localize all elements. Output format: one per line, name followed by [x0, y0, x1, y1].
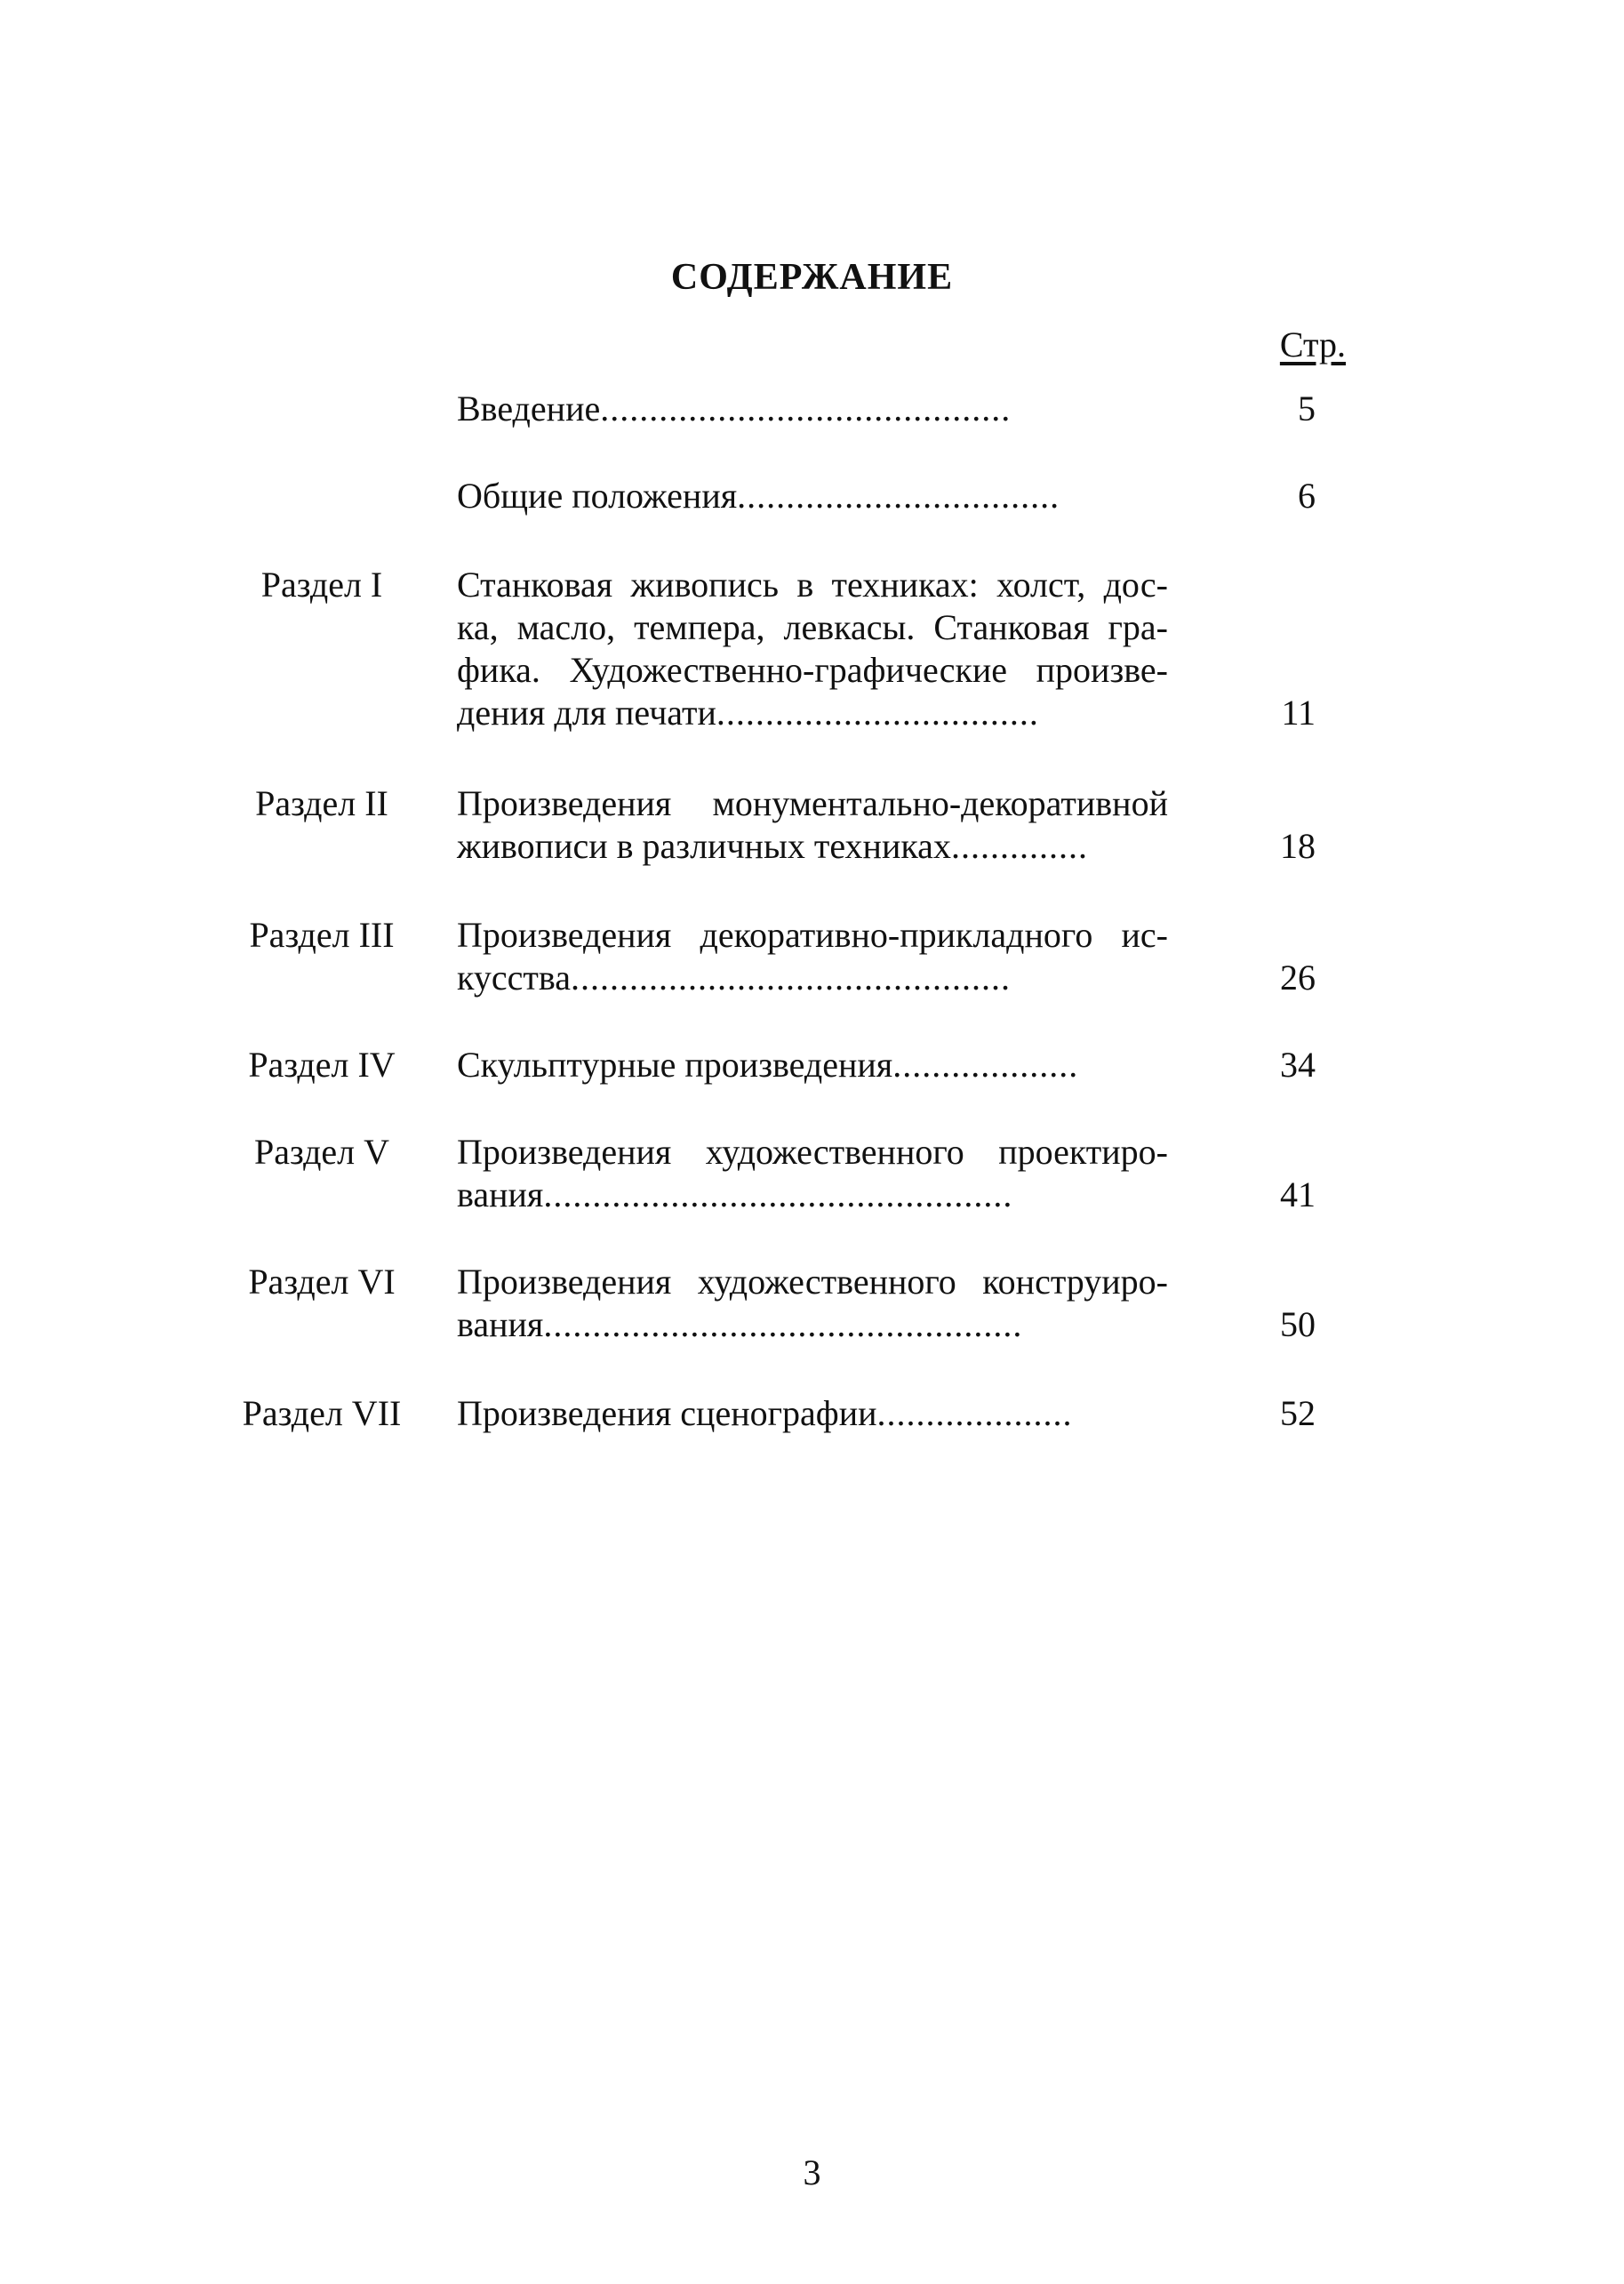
toc-entry-text	[457, 1131, 1168, 1216]
section-label: Раздел III	[249, 915, 395, 955]
toc-page-number: 34	[1280, 1045, 1316, 1085]
page-number-footer: 3	[803, 2152, 821, 2192]
toc-entry-line: Произведения монументально-декоративной	[457, 783, 1168, 823]
toc-page-number: 50	[1280, 1304, 1316, 1344]
toc-entry-text	[457, 475, 1168, 517]
section-label: Раздел II	[255, 783, 388, 823]
dot-leader: .............................................	[570, 958, 1011, 998]
toc-entry-line: фика. Художественно-графические произве-	[457, 650, 1168, 690]
toc-entry-line: вания	[457, 1304, 544, 1344]
toc-entry-title: Произведения сценографии	[457, 1393, 877, 1433]
toc-entry-line: Станковая живопись в техниках: холст, дос-	[457, 565, 1168, 605]
toc-page-number: 6	[1298, 476, 1316, 516]
toc-entry-text	[457, 388, 1168, 430]
toc-entry-line: кусства	[457, 958, 571, 998]
toc-entry-line: Произведения художественного конструиро-	[457, 1262, 1168, 1302]
section-label: Раздел IV	[248, 1045, 396, 1085]
toc-page-number: 52	[1280, 1393, 1316, 1433]
toc-entry-text	[457, 1261, 1168, 1346]
toc-entry-text	[457, 1044, 1168, 1086]
dot-leader: .................................................	[543, 1304, 1023, 1344]
section-label: Раздел VII	[242, 1393, 402, 1433]
dot-leader: ..............	[950, 826, 1088, 866]
dot-leader: ..........................................	[600, 389, 1012, 429]
toc-entry-title: Общие положения	[457, 476, 738, 516]
toc-entry-text	[457, 1392, 1168, 1435]
toc-entry-line: живописи в различных техниках	[457, 826, 951, 866]
toc-page-number: 11	[1281, 693, 1316, 733]
toc-entry-line: дения для печати	[457, 693, 716, 733]
toc-entry-line: Произведения декоративно-прикладного ис-	[457, 915, 1168, 955]
toc-entry-text	[457, 782, 1168, 868]
toc-entry-line: Произведения художественного проектиро-	[457, 1132, 1168, 1172]
toc-entry-text	[457, 914, 1168, 999]
toc-page-number: 5	[1298, 389, 1316, 429]
section-label: Раздел VI	[248, 1262, 396, 1302]
dot-leader: ...................	[892, 1045, 1079, 1085]
toc-page-number: 18	[1280, 826, 1316, 866]
page-column-header: Стр.	[1279, 325, 1346, 365]
toc-entry-title: Скульптурные произведения	[457, 1045, 893, 1085]
toc-entry-line: вания	[457, 1174, 544, 1214]
dot-leader: .................................	[716, 693, 1039, 733]
toc-entry-text	[457, 564, 1168, 734]
section-label: Раздел I	[260, 565, 383, 605]
page-title: СОДЕРЖАНИЕ	[670, 257, 954, 298]
toc-entry-title: Введение	[457, 389, 601, 429]
toc-page-number: 41	[1280, 1174, 1316, 1214]
toc-entry-line: ка, масло, темпера, левкасы. Станковая гра-	[457, 607, 1168, 647]
dot-leader: .................................	[737, 476, 1060, 516]
dot-leader: ....................	[876, 1393, 1073, 1433]
dot-leader: ................................................	[543, 1174, 1013, 1214]
toc-page-number: 26	[1280, 958, 1316, 998]
section-label: Раздел V	[253, 1132, 390, 1172]
